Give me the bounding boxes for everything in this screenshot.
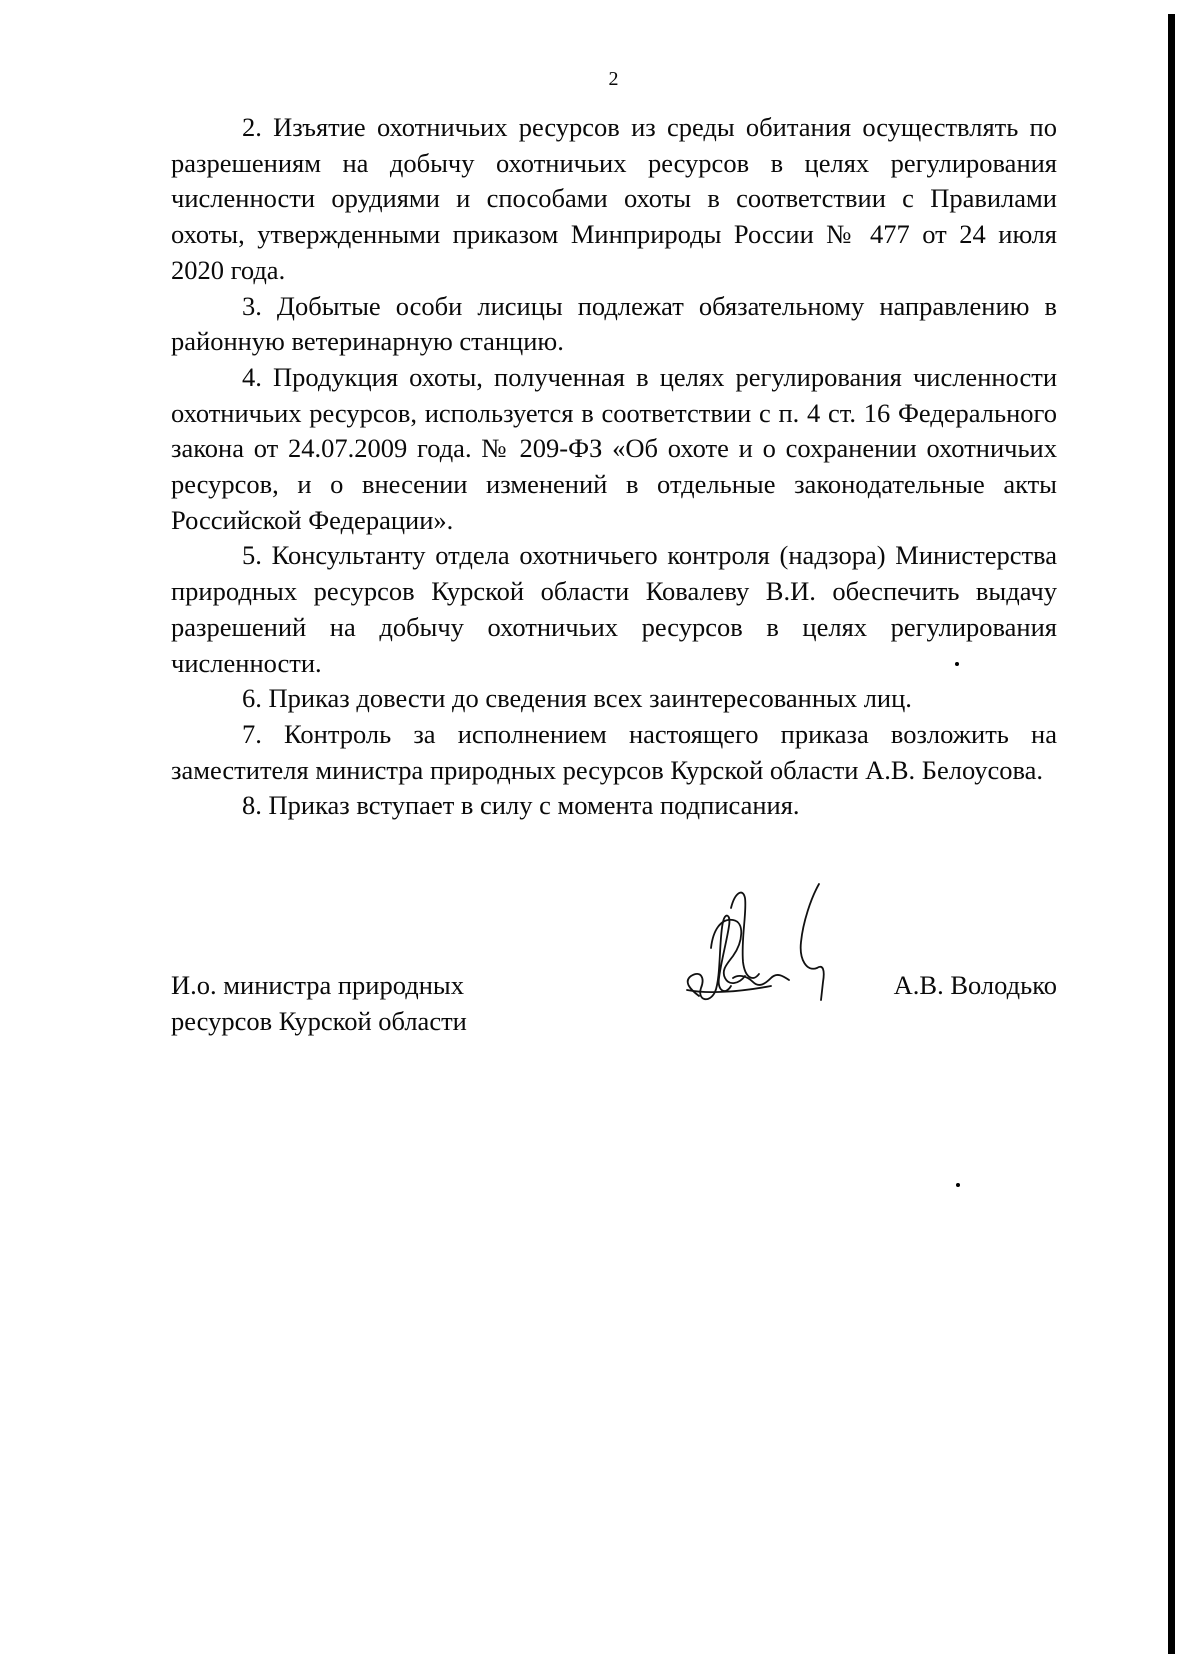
scan-speck [956, 1183, 960, 1187]
scan-edge-bar [1168, 14, 1175, 1654]
signature-block [171, 968, 1057, 1088]
signatory-name: А.В. Володько [893, 970, 1057, 1000]
order-body [171, 110, 1057, 824]
paragraph-item-4: 4. Продукция охоты, полученная в целях регулирования численности охотничьих ресурсов, используется в соответствии с п. 4 ст. 16 Федерального закона от 24.07.2009 года. № 209-ФЗ «Об охоте и о сохранении охотничьих ресурсов, и о внесении изменений в отдельные законодательные акты Российской Федерации». [171, 361, 1057, 535]
paragraph-item-7: 7. Контроль за исполнением настоящего приказа возложить на заместителя министра природных ресурсов Курской области А.В. Белоусова. [171, 718, 1057, 785]
paragraph-item-6: 6. Приказ довести до сведения всех заинтересованных лиц. [242, 683, 912, 714]
handwritten-signature [661, 878, 851, 1018]
paragraph-item-5: 5. Консультанту отдела охотничьего контроля (надзора) Министерства природных ресурсов Курской области Ковалеву В.И. обеспечить выдачу разрешений на добычу охотничьих ресурсов в целях регулирования численности. [171, 540, 1057, 678]
signatory-title-line-2: ресурсов Курской области [171, 1005, 467, 1036]
signatory-title-line-1: И.о. министра природных [171, 970, 464, 1000]
paragraph-item-3: 3. Добытые особи лисицы подлежат обязательному направлению в районную ветеринарную станцию. [171, 290, 1057, 357]
paragraph-item-2: 2. Изъятие охотничьих ресурсов из среды обитания осуществлять по разрешениям на добычу охотничьих ресурсов в целях регулирования численности орудиями и способами охоты в соответствии с Правилами охоты, утвержденными приказом Минприроды России № 477 от 24 июля 2020 года. [171, 112, 1057, 285]
paragraph-item-8: 8. Приказ вступает в силу с момента подписания. [242, 790, 800, 821]
page-number: 2 [608, 68, 619, 90]
signatory-title [171, 968, 467, 1039]
scan-speck [955, 662, 959, 666]
